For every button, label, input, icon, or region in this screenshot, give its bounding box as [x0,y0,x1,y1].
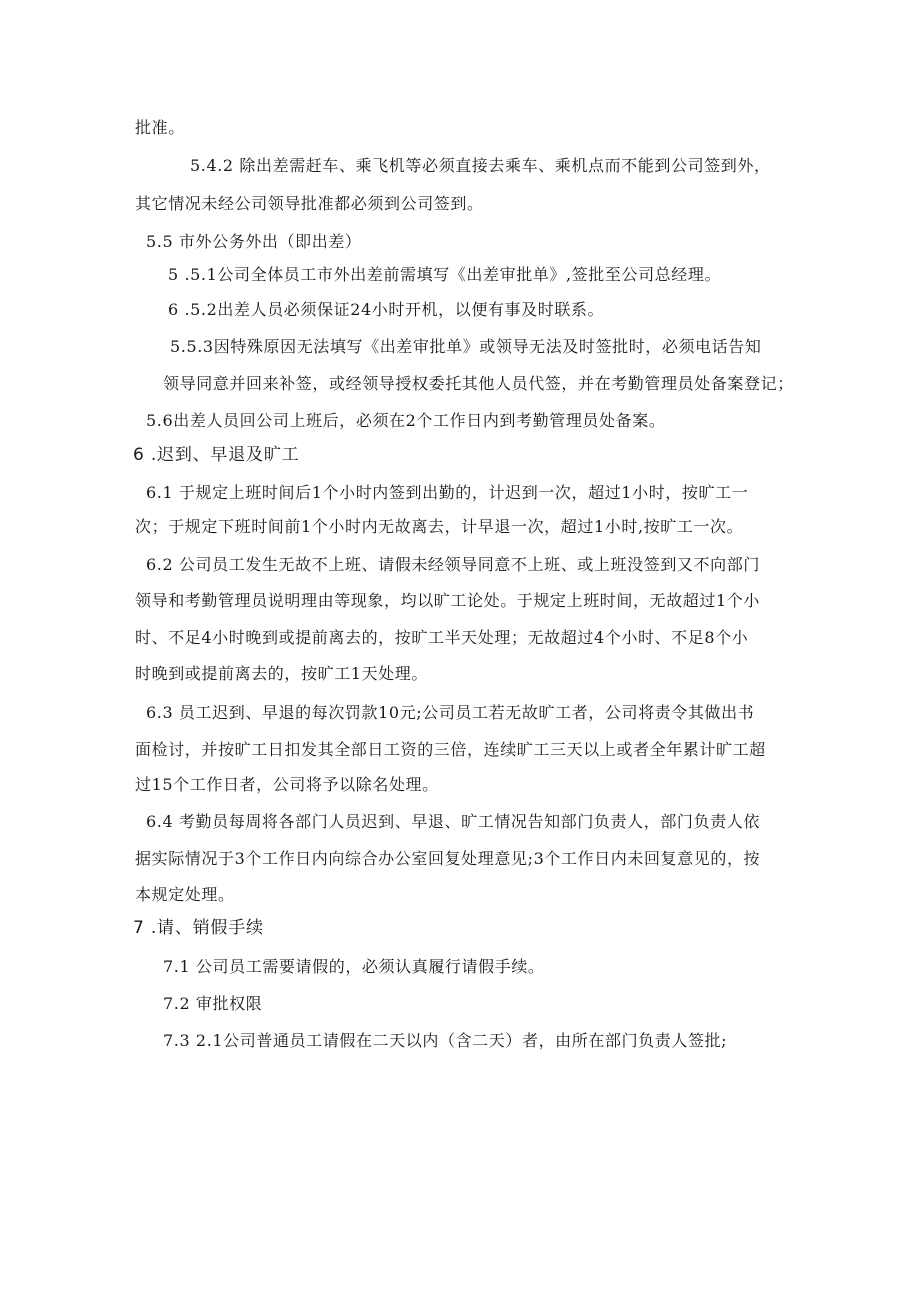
section-heading-7: 7 .请、销假手续 [133,918,264,938]
clause-6-3: 6.3 员工迟到、早退的每次罚款10元;公司员工若无故旷工者，公司将责令其做出书 [146,703,755,722]
clause-7-3: 7.3 2.1公司普通员工请假在二天以内（含二天）者，由所在部门负责人签批; [163,1031,728,1050]
clause-6-2: 6.2 公司员工发生无故不上班、请假未经领导同意不上班、或上班没签到又不向部门 [146,555,760,574]
text-line: 其它情况未经公司领导批准都必须到公司签到。 [135,194,484,213]
text-line: 次；于规定下班时间前1个小时内无故离去，计早退一次，超过1小时,按旷工一次。 [135,517,744,536]
clause-7-2: 7.2 审批权限 [163,994,263,1013]
clause-5-6: 5.6出差人员回公司上班后，必须在2个工作日内到考勤管理员处备案。 [146,411,666,430]
clause-6-1: 6.1 于规定上班时间后1个小时内签到出勤的，计迟到一次，超过1小时，按旷工一 [146,483,749,502]
text-line: 据实际情况于3个工作日内向综合办公室回复处理意见;3个工作日内未回复意见的，按 [135,849,761,868]
text-line: 批准。 [135,118,185,137]
clause-5-5-2: 6 .5.2出差人员必须保证24小时开机，以便有事及时联系。 [168,300,605,319]
clause-5-5: 5.5 市外公务外出（即出差） [146,232,362,251]
text-line: 时、不足4小时晚到或提前离去的，按旷工半天处理；无故超过4个小时、不足8个小 [135,628,749,647]
clause-6-4: 6.4 考勤员每周将各部门人员迟到、早退、旷工情况告知部门负责人，部门负责人依 [146,812,760,831]
text-line: 领导同意并回来补签，或经领导授权委托其他人员代签，并在考勤管理员处备案登记； [163,374,794,393]
text-line: 领导和考勤管理员说明理由等现象，均以旷工论处。于规定上班时间，无故超过1个小 [135,591,760,610]
clause-5-5-3: 5.5.3因特殊原因无法填写《出差审批单》或领导无法及时签批时，必须电话告知 [170,337,762,356]
text-line: 本规定处理。 [135,885,235,904]
clause-5-5-1: 5 .5.1公司全体员工市外出差前需填写《出差审批单》,签批至公司总经理。 [168,265,722,284]
text-line: 面检讨，并按旷工日扣发其全部日工资的三倍，连续旷工三天以上或者全年累计旷工超 [135,740,766,759]
clause-7-1: 7.1 公司员工需要请假的，必须认真履行请假手续。 [163,957,545,976]
text-line: 时晚到或提前离去的，按旷工1天处理。 [135,664,428,683]
section-heading-6: 6 .迟到、早退及旷工 [133,445,300,465]
clause-5-4-2: 5.4.2 除出差需赶车、乘飞机等必须直接去乘车、乘机点而不能到公司签到外， [190,156,771,175]
text-line: 过15个工作日者，公司将予以除名处理。 [135,775,439,794]
